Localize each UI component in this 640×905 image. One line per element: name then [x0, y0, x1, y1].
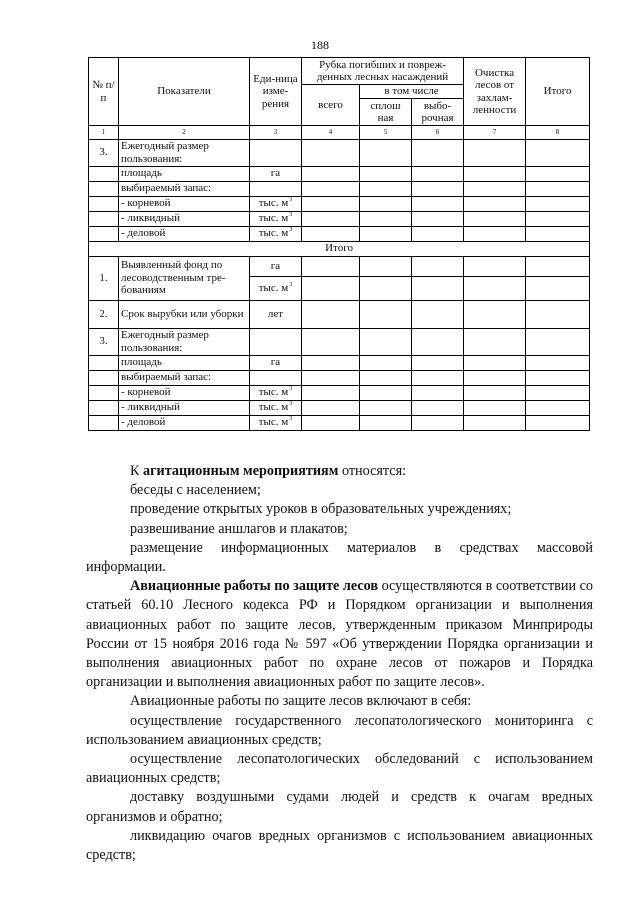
paragraph-item: ликвидацию очагов вредных организмов с использованием авиационных средств; [86, 827, 593, 864]
paragraph-aviation-works: Авиационные работы по защите лесов осуществляются в соответствии со статьей 60.10 Лесного кодекса РФ и Порядком организации и выполнения авиационных работ по защите лесов, утвержденным приказом Минприроды России от 15 ноября 2016 года № 597 «Об утверждении Порядка организации и выполнения авиационных работ по охране лесов от пожаров и Порядка организации и выполнения авиационных работ по защите лесов». [86, 578, 593, 691]
paragraph-aviation-includes: Авиационные работы по защите лесов включают в себя: [130, 693, 472, 710]
table-row [89, 139, 590, 166]
paragraph-item: беседы с населением; [130, 482, 261, 499]
header-clear: сплош ная [360, 99, 412, 126]
row-name: - деловой [119, 415, 250, 430]
row-num: 1. [89, 256, 119, 300]
row-name: выбираемый запас: [119, 370, 250, 385]
row-name: площадь [119, 355, 250, 370]
row-name: площадь [119, 166, 250, 181]
table-row [89, 211, 590, 226]
body-text [86, 462, 593, 865]
index-cell: 6 [412, 126, 464, 140]
itogo-row [89, 241, 590, 256]
row-unit [250, 139, 302, 166]
paragraph-item: доставку воздушными судами людей и средств к очагам вредных организмов и обратно; [86, 789, 593, 825]
header-num: № п/п [89, 58, 119, 126]
table-row [89, 415, 590, 430]
row-name: Ежегодный размер пользования: [119, 328, 250, 355]
itogo-label: Итого [89, 241, 590, 256]
row-unit: тыс. $м^3$ [250, 226, 302, 241]
row-unit: тыс. $м^3$ [250, 385, 302, 400]
row-name: Выявленный фонд по лесоводственным тре-бованиям [119, 256, 250, 300]
header-selective: выбо-рочная [412, 99, 464, 126]
table-row [89, 300, 590, 328]
header-cleanup: Очистка лесов от захлам-ленности [464, 58, 526, 126]
table-row [89, 166, 590, 181]
table-row [89, 256, 590, 276]
index-cell: 3 [250, 126, 302, 140]
row-num: 3. [89, 139, 119, 166]
paragraph-agitation-intro: К агитационным мероприятиям относятся: [130, 463, 407, 479]
header-felling-group: Рубка погибших и повреж-денных лесных насаждений [302, 58, 464, 85]
row-unit: га [250, 166, 302, 181]
row-unit: тыс. $м^3$ [250, 196, 302, 211]
index-cell: 7 [464, 126, 526, 140]
row-unit: тыс. $м^3$ [250, 276, 302, 300]
row-unit: га [250, 355, 302, 370]
index-cell: 1 [89, 126, 119, 140]
table-row [89, 400, 590, 415]
table-row [89, 196, 590, 211]
paragraph-item: осуществление лесопатологических обследований с использованием авиационных средств; [86, 751, 593, 787]
paragraph-item: проведение открытых уроков в образовательных учреждениях; [130, 501, 512, 518]
row-name: Срок вырубки или уборки [119, 300, 250, 328]
row-name: выбираемый запас: [119, 181, 250, 196]
row-unit: тыс. $м^3$ [250, 211, 302, 226]
paragraph-item: развешивание аншлагов и плакатов; [130, 520, 348, 537]
header-indicator: Показатели [119, 58, 250, 126]
header-result: Итого [526, 58, 590, 126]
row-unit: лет [250, 300, 302, 328]
row-num: 3. [89, 328, 119, 355]
row-name: - корневой [119, 196, 250, 211]
header-including: в том числе [360, 85, 464, 99]
table-row [89, 226, 590, 241]
paragraph-item: осуществление государственного лесопатологического мониторинга с использованием авиационных средств; [86, 712, 593, 748]
table-row [89, 385, 590, 400]
row-name: - ликвидный [119, 400, 250, 415]
header-unit: Еди-ница изме-рения [250, 58, 302, 126]
table-row [89, 181, 590, 196]
page-number: 188 [311, 38, 329, 52]
paragraph-item: размещение информационных материалов в средствах массовой информации. [86, 539, 593, 576]
index-cell: 4 [302, 126, 360, 140]
index-cell: 5 [360, 126, 412, 140]
row-name: Ежегодный размер пользования: [119, 139, 250, 166]
table-row [89, 355, 590, 370]
header-total: всего [302, 85, 360, 126]
row-num: 2. [89, 300, 119, 328]
index-row [89, 126, 590, 140]
row-name: - деловой [119, 226, 250, 241]
row-name: - ликвидный [119, 211, 250, 226]
index-cell: 2 [119, 126, 250, 140]
row-unit [250, 328, 302, 355]
row-unit: тыс. $м^3$ [250, 400, 302, 415]
index-cell: 8 [526, 126, 590, 140]
row-unit: га [250, 256, 302, 276]
row-unit: тыс. $м^3$ [250, 415, 302, 430]
table-row [89, 370, 590, 385]
table-row [89, 328, 590, 355]
row-name: - корневой [119, 385, 250, 400]
forest-use-table [88, 57, 590, 431]
